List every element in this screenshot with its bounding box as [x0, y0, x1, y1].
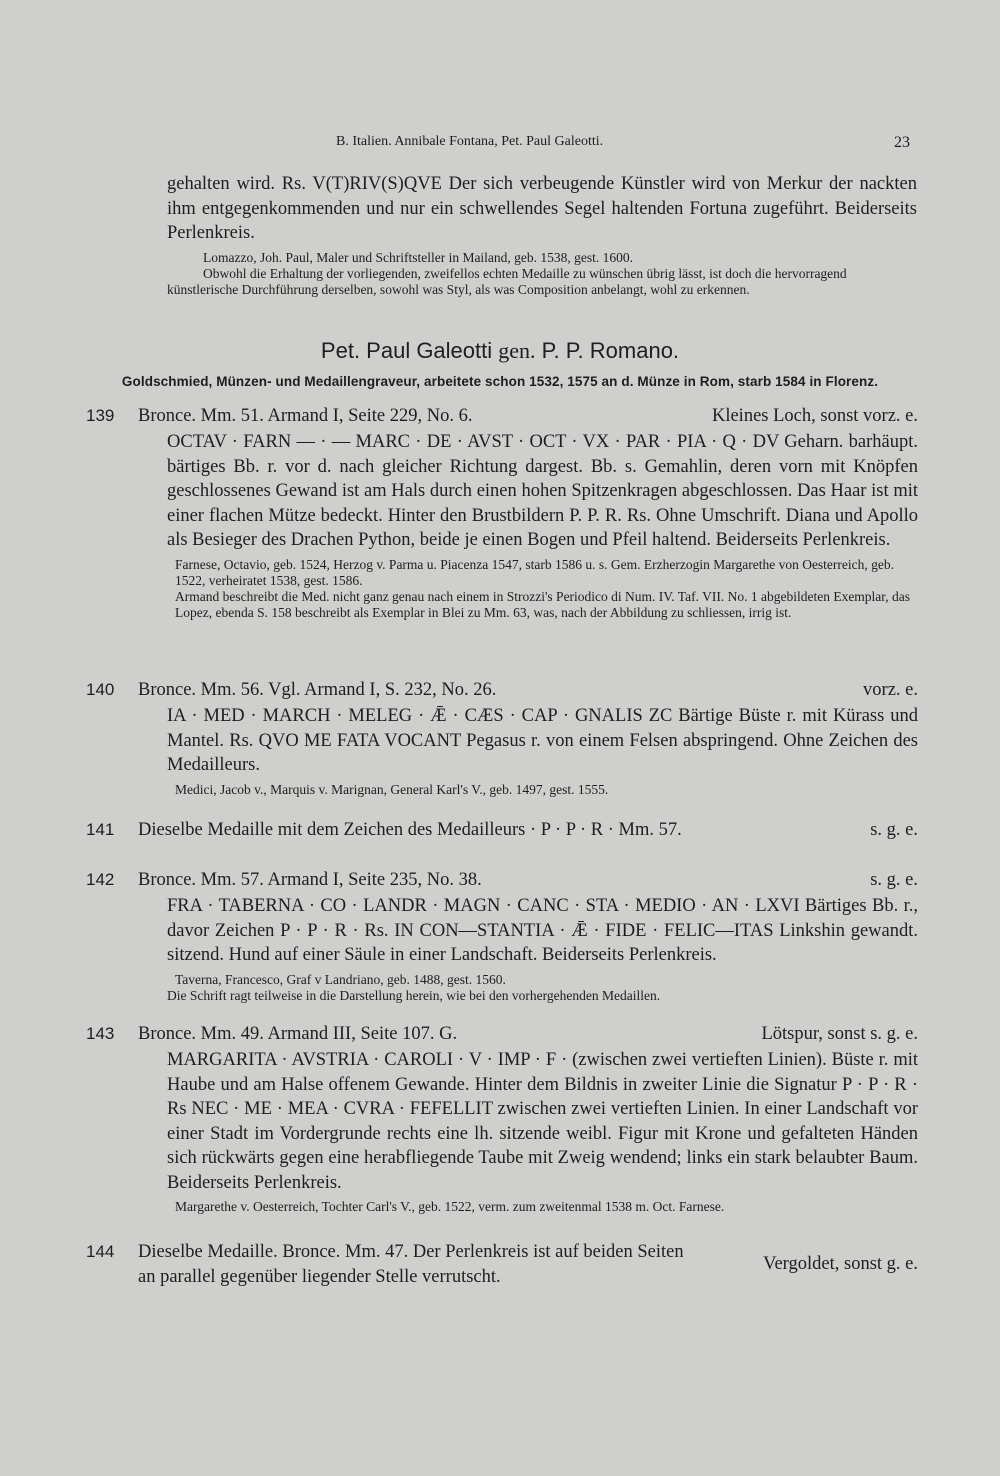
entry-specification: Bronce. Mm. 49. Armand III, Seite 107. G.	[138, 1024, 458, 1044]
catalog-entry-143	[86, 1024, 918, 1215]
catalog-entry-144	[86, 1240, 918, 1289]
entry-note: Die Schrift ragt teilweise in die Darstellung herein, wie bei den vorhergehenden Medaillen.	[167, 987, 661, 1003]
section-subtitle: Goldschmied, Münzen- und Medaillengraveur, arbeitete schon 1532, 1575 an d. Münze in Rom, starb 1584 in Florenz.	[121, 374, 879, 389]
entry-description: IA · MED · MARCH · MELEG · Ǣ · CÆS · CAP · GNALIS ZC Bärtige Büste r. mit Kürass und Mantel. Rs. QVO ME FATA VOCANT Pegasus r. von einem Felsen abspringend. Ohne Zeichen des Medailleurs.	[167, 706, 918, 775]
catalog-entry-142	[86, 870, 918, 1004]
entry-condition: Lötspur, sonst s. g. e.	[761, 1024, 918, 1044]
section-title-gen: gen.	[498, 338, 536, 363]
entry-condition: Vergoldet, sonst g. e.	[763, 1254, 918, 1274]
entry-notes	[167, 557, 918, 621]
entry-note: Margarethe v. Oesterreich, Tochter Carl's V., geb. 1522, verm. zum zweitenmal 1538 m. Oct. Farnese.	[175, 1199, 725, 1214]
entry-header	[86, 820, 918, 844]
entry-header	[86, 1240, 918, 1289]
entry-number: 140	[86, 680, 115, 699]
entry-condition: vorz. e.	[863, 680, 918, 700]
catalog-entry-140	[86, 680, 918, 798]
entry-notes	[167, 782, 918, 798]
entry-header	[86, 1024, 918, 1048]
entry-note: Taverna, Francesco, Graf v Landriano, geb. 1488, gest. 1560.	[175, 971, 506, 987]
entry-specification: Dieselbe Medaille. Bronce. Mm. 47. Der Perlenkreis ist auf beiden Seiten an parallel gegenüber liegender Stelle verrutscht.	[138, 1242, 684, 1287]
running-title: B. Italien. Annibale Fontana, Pet. Paul Galeotti.	[336, 134, 604, 149]
entry-note: Farnese, Octavio, geb. 1524, Herzog v. Parma u. Piacenza 1547, starb 1586 u. s. Gem. Erzherzogin Margarethe von Oesterreich, geb. 1522, verheiratet 1538, gest. 1586.	[175, 556, 895, 588]
entry-header	[86, 406, 918, 430]
entry-specification: Bronce. Mm. 51. Armand I, Seite 229, No. 6.	[138, 406, 473, 426]
section-title-name: Pet. Paul Galeotti	[320, 338, 493, 363]
entry-note: Medici, Jacob v., Marquis v. Marignan, General Karl's V., geb. 1497, gest. 1555.	[175, 781, 609, 797]
entry-description: MARGARITA · AVSTRIA · CAROLI · V · IMP · F · (zwischen zwei vertieften Linien). Büste r. mit Haube und am Halse offenem Gewande. Hinter dem Bildnis in zweiter Linie die Signatur P · P · R · Rs NEC · ME · MEA · CVRA · FEFELLIT zwischen zwei vertieften Linien. In einer Landschaft vor einer Stadt im Vordergrunde rechts eine lh. sitzende weibl. Figur mit Krone und gefalteten Händen sich rückwärts gegen eine herabfliegende Taube mit Zweig wendend; links ein stark belaubter Baum. Beiderseits Perlenkreis.	[167, 1050, 918, 1193]
catalog-entry-141	[86, 820, 918, 844]
intro-continuation	[167, 172, 917, 298]
intro-note-1: Lomazzo, Joh. Paul, Maler und Schriftsteller in Mailand, geb. 1538, gest. 1600.	[203, 249, 634, 265]
entry-number: 142	[86, 870, 115, 889]
entry-notes	[167, 1199, 918, 1215]
entry-number: 139	[86, 406, 115, 425]
entry-description: FRA · TABERNA · CO · LANDR · MAGN · CANC · STA · MEDIO · AN · LXVI Bärtiges Bb. r., davor Zeichen P · P · R · Rs. IN CON—STANTIA · Ǣ · FIDE · FELIC—ITAS Linkshin gewandt. sitzend. Hund auf einer Säule in einer Landschaft. Beiderseits Perlenkreis.	[167, 896, 918, 965]
entry-header	[86, 680, 918, 704]
catalog-entry-139	[86, 406, 918, 621]
entry-header	[86, 870, 918, 894]
entry-specification: Bronce. Mm. 56. Vgl. Armand I, S. 232, No. 26.	[138, 680, 497, 700]
entry-condition: Kleines Loch, sonst vorz. e.	[711, 406, 918, 426]
entry-note: Armand beschreibt die Med. nicht ganz genau nach einem in Strozzi's Periodico di Num. IV. Taf. VII. No. 1 abgebildeten Exemplar, das Lopez, ebenda S. 158 beschreibt als Exemplar in Blei zu Mm. 63, was, nach der Abbildung zu schliessen, irrig ist.	[175, 588, 910, 620]
entry-condition: s. g. e.	[870, 870, 918, 890]
entry-number: 143	[86, 1024, 115, 1043]
intro-note-2: Obwohl die Erhaltung der vorliegenden, zweifellos echten Medaille zu wünschen übrig lässt, ist doch die hervorragend künstlerische Durchführung derselben, sowohl was Styl, als was Composition anbelangt, wohl zu erkennen.	[167, 265, 847, 297]
entry-number: 141	[86, 820, 115, 839]
entry-description: OCTAV · FARN — · — MARC · DE · AVST · OCT · VX · PAR · PIA · Q · DV Geharn. barhäupt. bärtiges Bb. r. vor d. nach gleicher Richtung dargest. Bb. s. Gemahlin, deren vorn mit Knöpfen geschlossenes Gewand ist am Hals durch einen hohen Spitzenkragen abgeschlossen. Das Haar ist mit einer flachen Mütze bedeckt. Hinter den Brustbildern P. P. R. Rs. Ohne Umschrift. Diana und Apollo als Besieger des Drachen Python, beide je einen Bogen und Pfeil haltend. Beiderseits Perlenkreis.	[167, 432, 918, 550]
entry-number: 144	[86, 1242, 115, 1261]
entry-condition: s. g. e.	[870, 820, 918, 840]
entry-specification: Dieselbe Medaille mit dem Zeichen des Medailleurs · P · P · R · Mm. 57.	[138, 820, 682, 840]
intro-text: gehalten wird. Rs. V(T)RIV(S)QVE Der sich verbeugende Künstler wird von Merkur der nackten ihm entgegenkommenden und nur ein schwellendes Segel haltenden Fortuna zugeführt. Beiderseits Perlenkreis.	[167, 174, 917, 243]
intro-notes	[167, 250, 917, 298]
section-title	[0, 338, 1000, 364]
entry-specification: Bronce. Mm. 57. Armand I, Seite 235, No. 38.	[138, 870, 482, 890]
page-number: 23	[894, 134, 910, 151]
entry-notes	[167, 972, 918, 1004]
section-title-alias: P. P. Romano.	[541, 338, 680, 363]
